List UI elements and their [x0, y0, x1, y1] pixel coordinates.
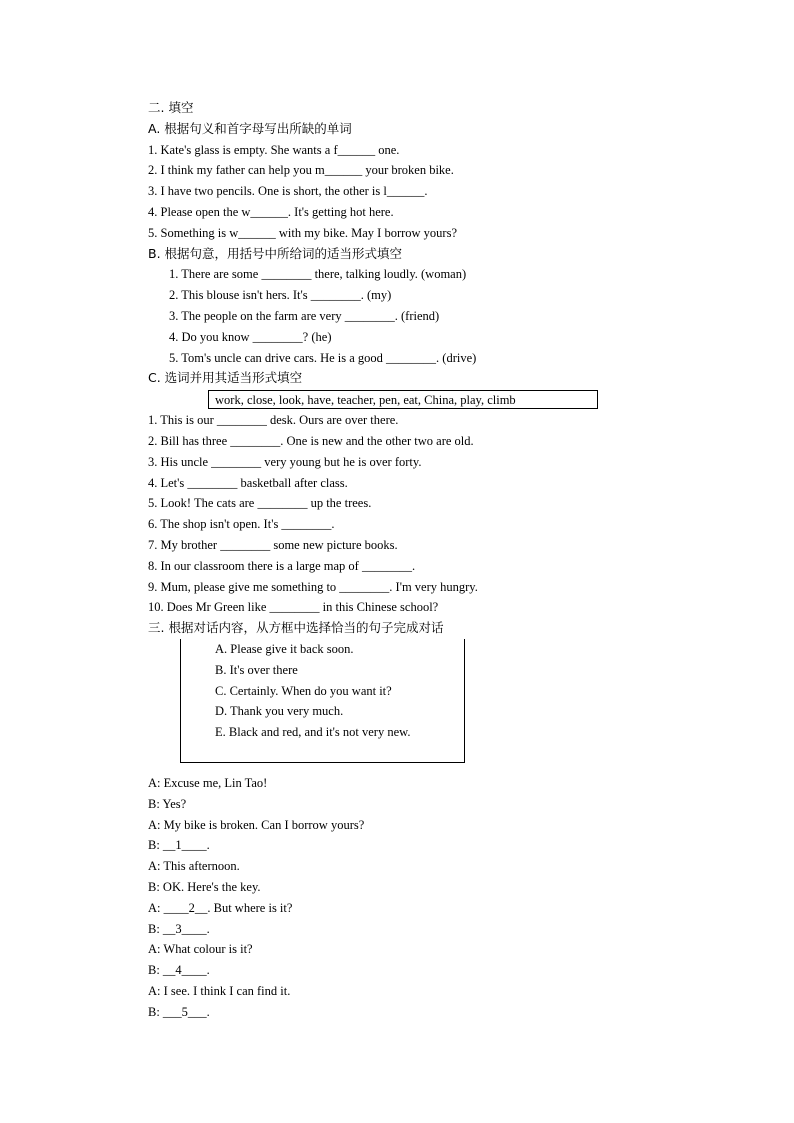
- dialogue-line: A: This afternoon.: [148, 859, 240, 874]
- dialogue-line: A: I see. I think I can find it.: [148, 983, 291, 998]
- option-item: E. Black and red, and it's not very new.: [215, 725, 411, 740]
- worksheet: [148, 98, 608, 1022]
- part-a-item: 4. Please open the w______. It's getting hot here.: [148, 204, 394, 219]
- dialogue-line: B: ___5___.: [148, 1004, 210, 1019]
- section-2-title: 二. 填空: [148, 100, 194, 115]
- part-c-title: C. 选词并用其适当形式填空: [148, 370, 303, 386]
- dialogue-line: A: What colour is it?: [148, 942, 253, 957]
- part-c-item: 5. Look! The cats are ________ up the trees.: [148, 496, 372, 511]
- part-c-item: 9. Mum, please give me something to ________. I'm very hungry.: [148, 579, 478, 594]
- dialogue-line: B: __1____.: [148, 838, 210, 853]
- part-c-item: 6. The shop isn't open. It's ________.: [148, 517, 335, 532]
- part-b-item: 5. Tom's uncle can drive cars. He is a good ________. (drive): [169, 350, 477, 365]
- option-item: A. Please give it back soon.: [215, 641, 354, 656]
- part-b-list: [148, 264, 608, 368]
- option-item: C. Certainly. When do you want it?: [215, 683, 392, 698]
- part-b-item: 3. The people on the farm are very ________. (friend): [169, 308, 440, 323]
- part-c-item: 1. This is our ________ desk. Ours are over there.: [148, 413, 399, 428]
- part-a-title: A. 根据句义和首字母写出所缺的单词: [148, 120, 352, 136]
- dialogue-line: B: OK. Here's the key.: [148, 879, 261, 894]
- dialogue-line: B: __4____.: [148, 963, 210, 978]
- part-b-title: B. 根据句意，用括号中所给词的适当形式填空: [148, 245, 403, 261]
- part-a-list: [148, 140, 608, 244]
- part-c-item: 4. Let's ________ basketball after class.: [148, 475, 348, 490]
- part-a-item: 1. Kate's glass is empty. She wants a f______ one.: [148, 142, 400, 157]
- part-b-item: 2. This blouse isn't hers. It's ________. (my): [169, 288, 392, 303]
- part-c-item: 10. Does Mr Green like ________ in this Chinese school?: [148, 600, 439, 615]
- part-c-item: 2. Bill has three ________. One is new and the other two are old.: [148, 433, 474, 448]
- dialogue-line: B: Yes?: [148, 796, 187, 811]
- word-bank-box: work, close, look, have, teacher, pen, eat, China, play, climb: [208, 390, 598, 409]
- dialogue-line: A: My bike is broken. Can I borrow yours?: [148, 817, 365, 832]
- part-b-item: 4. Do you know ________? (he): [169, 329, 332, 344]
- options-box: [180, 639, 465, 763]
- part-c-list: [148, 410, 608, 618]
- option-item: D. Thank you very much.: [215, 704, 344, 719]
- section-3-title: 三. 根据对话内容，从方框中选择恰当的句子完成对话: [148, 620, 444, 636]
- part-c-item: 8. In our classroom there is a large map of ________.: [148, 558, 416, 573]
- part-c-item: 3. His uncle ________ very young but he is over forty.: [148, 454, 422, 469]
- option-item: B. It's over there: [215, 662, 298, 677]
- part-b-item: 1. There are some ________ there, talking loudly. (woman): [169, 267, 467, 282]
- part-a-item: 5. Something is w______ with my bike. May I borrow yours?: [148, 225, 458, 240]
- dialogue: [148, 773, 608, 1023]
- dialogue-line: A: ____2__. But where is it?: [148, 900, 293, 915]
- dialogue-line: B: __3____.: [148, 921, 210, 936]
- dialogue-line: A: Excuse me, Lin Tao!: [148, 775, 268, 790]
- part-a-item: 3. I have two pencils. One is short, the other is l______.: [148, 184, 428, 199]
- part-a-item: 2. I think my father can help you m______ your broken bike.: [148, 163, 454, 178]
- part-c-item: 7. My brother ________ some new picture books.: [148, 537, 398, 552]
